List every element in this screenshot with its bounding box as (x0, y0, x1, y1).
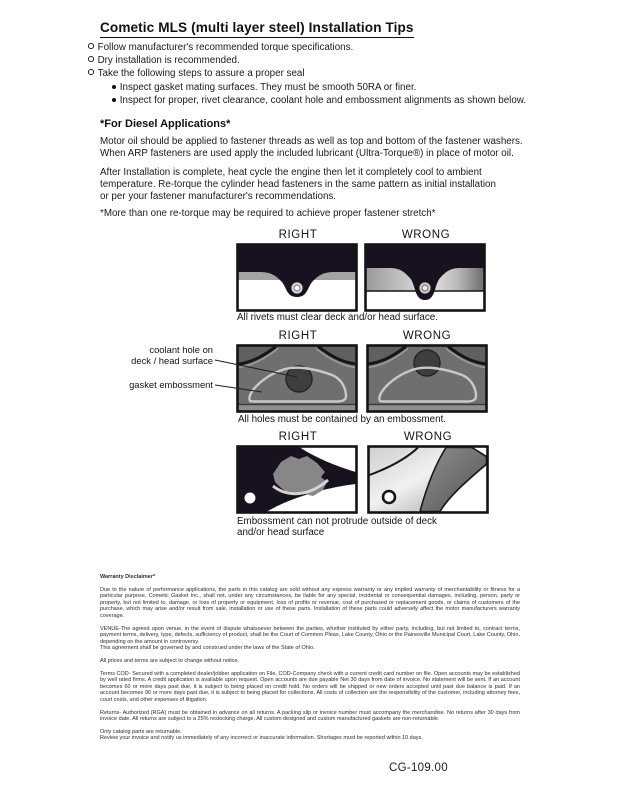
bullet-text: Follow manufacturer's recommended torque specifications. (97, 42, 354, 53)
paragraph-line: temperature. Re-torque the cylinder head fasteners in the same pattern as initial installation (100, 179, 496, 190)
row3-caption-line2: and/or head surface (237, 527, 325, 538)
right-label: RIGHT (278, 330, 318, 342)
row2-caption: All holes must be contained by an embossment. (238, 414, 447, 425)
bullet-text: Take the following steps to assure a proper seal (97, 68, 305, 79)
wrong-label: WRONG (401, 229, 451, 241)
wrong-label: WRONG (403, 431, 453, 443)
list-item (112, 82, 416, 94)
coolant-hole-right-diagram (236, 344, 358, 413)
list-item (88, 42, 353, 54)
bullet-text: Inspect for proper, rivet clearance, coolant hole and embossment alignments as shown below. (119, 95, 527, 106)
circle-bullet-icon (88, 69, 94, 75)
paragraph-line: When ARP fasteners are used apply the included lubricant (Ultra-Torque®) in place of motor oil. (100, 148, 514, 159)
coolant-hole-label: coolant hole on deck / head surface (131, 344, 213, 366)
paragraph-line: or per your fastener manufacturer's recommendations. (100, 191, 337, 202)
legal-paragraph: Returns- Authorized (RGA) must be obtained in advance on all returns. A packing slip or invoice number must accompany the merchandise. No returns after 30 days from invoice date. All returns are subject to a 25% restocking charge. All custom designed and custom manufactured gaskets are non-returnable. (100, 709, 520, 723)
list-item (88, 55, 240, 67)
right-label: RIGHT (278, 431, 318, 443)
bullet-text: Inspect gasket mating surfaces. They must be smooth 50RA or finer. (119, 82, 417, 93)
legal-paragraph: This agreement shall be governed by and construed under the laws of the State of Ohio. (100, 645, 315, 652)
page-title: Cometic MLS (multi layer steel) Installation Tips (100, 20, 414, 38)
embossment-right-diagram (236, 445, 358, 514)
legal-paragraph: Due to the nature of performance applications, the parts in this catalog are sold without any express warranty or any implied warranty of merchantability or fitness for a particular purpose. Cometic Gasket Inc., shall not, under any circumstances, be liable for any special, incidental or consequential damages, including, person, party or property, but not limited to, damage, or loss of property or equipment, loss of profits or revenue, cost of purchased or replacement goods, or claims of customers of the purchase, which may arise and/or result from sale, installation or use of these parts. Installation of these parts could adversely affect the motor manufacturers warranty coverage. (100, 586, 520, 619)
warranty-disclaimer-block (100, 574, 520, 748)
legal-paragraph: Review your invoice and notify us immediately of any incorrect or inaccurate information. Shortages must be reported within 10 days. (100, 735, 423, 742)
dot-bullet-icon (112, 98, 116, 102)
rivet-wrong-diagram (364, 243, 486, 312)
list-item (88, 68, 305, 80)
coolant-hole-wrong-diagram (366, 344, 488, 413)
rivet-right-diagram (236, 243, 358, 312)
legal-paragraph: Only catalog parts are returnable. (100, 728, 182, 735)
bullet-text: Dry installation is recommended. (97, 55, 240, 66)
paragraph-line: Motor oil should be applied to fastener threads as well as top and bottom of the fastener washers. (100, 136, 523, 147)
list-item (112, 95, 526, 107)
right-label: RIGHT (278, 229, 318, 241)
wrong-label: WRONG (402, 330, 452, 342)
circle-bullet-icon (88, 43, 94, 49)
paragraph-line: After Installation is complete, heat cycle the engine then let it completely cool to ambient (100, 167, 482, 178)
page-code: CG-109.00 (389, 762, 448, 774)
row1-caption: All rivets must clear deck and/or head surface. (237, 312, 438, 323)
legal-paragraph: All prices and terms are subject to change without notice. (100, 657, 240, 664)
embossment-wrong-diagram (367, 445, 489, 514)
gasket-embossment-label: gasket embossment (129, 379, 213, 390)
circle-bullet-icon (88, 56, 94, 62)
legal-heading: Warranty Disclaimer* (100, 574, 156, 580)
dot-bullet-icon (112, 85, 116, 89)
section-heading: *For Diesel Applications* (100, 118, 231, 130)
row3-caption-line1: Embossment can not protrude outside of deck (237, 516, 437, 527)
legal-paragraph: VENUE-The agreed upon venue, in the event of dispute whatsoever between the parties, whether instituted by either party, including, but not limited to, contract terms, payment terms, delivery, type, defects, sufficiency of product, shall be the Court of Common Pleas, Lake County, Ohio or the Painesville Municipal Court, Lake County, Ohio, depending on the amount in controversy. (100, 625, 520, 645)
paragraph-line: *More than one re-torque may be required to achieve proper fastener stretch* (100, 208, 436, 219)
legal-paragraph: Terms COD- Secured with a completed dealer/jobber application on File, COD-Company check with a current credit card number on file. Open accounts may be established by well rated firms. A credit application is available upon request. Open accounts are due payable Net 30 days from date of invoice. No statement will be sent. If an account becomes 60 or more days past due, it is subject to being placed on credit hold. No orders will be shipped or new orders accepted until past due balance is paid. If an account becomes 90 or more days past due, it is subject to being placed for collections. All costs of collection are the responsibility of the customer, including attorney fees, court costs, and other expenses of litigation. (100, 670, 520, 703)
